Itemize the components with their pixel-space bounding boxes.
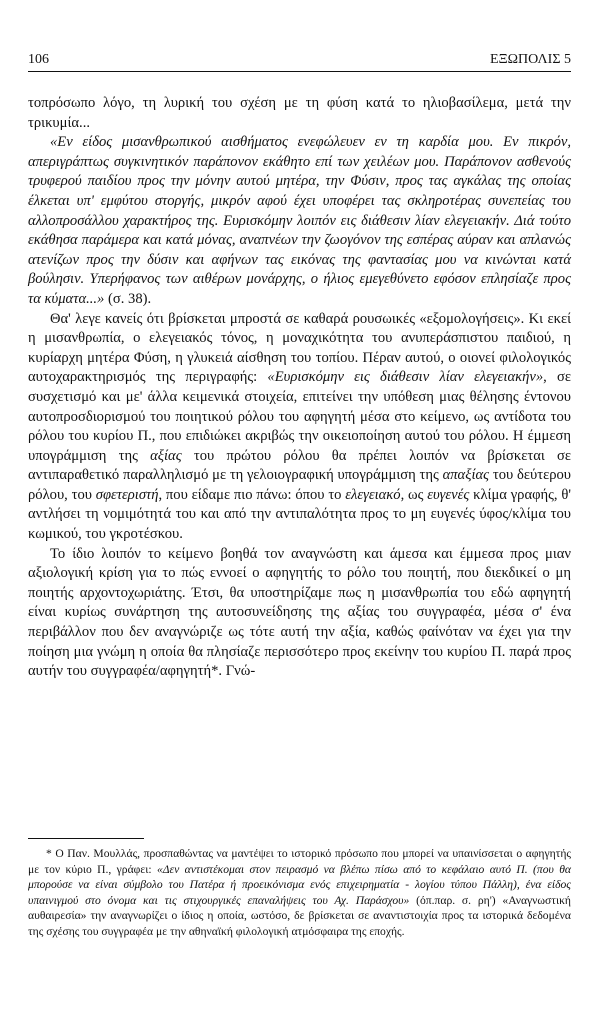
paragraph-evaluation: Το ίδιο λοιπόν το κείμενο βοηθά τον αναγνώστη και άμεσα και έμμεσα προς μιαν αξιολογική κρίση για το πώς εννοεί ο αφηγητής το ρόλο του ποιητή, που διεκδικεί ο μη ποιητής αρχοντοχωριάτης. Έτσι, θα υποστηρίζαμε πως η μισανθρωπία του εδώ αφηγητή είναι κυρίως συνάρτηση της αυτοσυνείδησης της αξίας του συγγραφέα, μέσα σ' ένα περιβάλλον που δεν αναγνώριζε ως τότε αυτή την αξία, καθώς φαίνόταν να έχει για την ποίηση μια γνώμη η οποία θα πλησίαζε περισσότερο προς εκείνην του κυρίου Π. παρά προς αυτήν του συγγραφέα/αφηγητή*. Γνώ- bbox=[28, 545, 571, 680]
text-run: , σε συσχετισμό και με' άλλα κειμενικά στοιχεία, επιτείνει την υπόθεση μιας θέλησης έντονου αυτοπροσδιορισμού του ποιητικού ρόλου του αφηγητή μέσα στο κείμενο, ως αντίδοτα του ρόλου του κυρίου Π., που επιδιώκει ακριβώς την οικειοποίηση αυτού του ρόλου. Η έμμεση υπογράμμιση της bbox=[28, 369, 571, 464]
quote-text: «Εν είδος μισανθρωπικού αισθήματος ενεφώλευεν εν τη καρδία μου. Εν πικρόν, απεριγράπτως συγκινητικόν παράπονον εκάθητο επί των χειλέων μου. Παράπονον ασθενούς τρυφερού παιδίου προς την μόνην αυτού μητέρα, την Φύσιν, προς τας αγκάλας της οποίας έλκεται υπ' εμφύτου στοργής, μικρόν αφού έχει υποφέρει τας σκληροτέρας συνεπείας του αλλοπροσάλλου χαρακτήρος της. Ευρισκόμην λοιπόν εις διάθεσιν λίαν ελεγειακήν. Διά τούτο εκάθησα παράμερα και κατά μόνας, αναπνέων την ζωογόνον της εσπέρας αύραν και απλανώς ατενίζων προς την δύσιν και αφήνων τας εικόνας της φαντασίας μου να κινώνται κατά βούλησιν. Υπερήφανος των αιθέρων μονάρχης, ο ήλιος εμεγεθύνετο εφόσον επλησίαζε προς τα κύματα...» bbox=[28, 134, 571, 307]
page-header bbox=[28, 52, 571, 72]
quote-reference: (σ. 38). bbox=[104, 290, 152, 307]
emphasis: ευγενές bbox=[427, 486, 470, 503]
emphasis: σφετεριστή bbox=[95, 486, 159, 503]
text-run: του δεύτερου ρόλου, του bbox=[28, 467, 572, 503]
paragraph-opening: τοπρόσωπο λόγο, τη λυρική του σχέση με τη φύση κατά το ηλιοβασίλεμα, μετά την τρικυμία... bbox=[28, 95, 571, 131]
footnote-paragraph bbox=[28, 846, 571, 940]
running-title: ΕΞΩΠΟΛΙΣ 5 bbox=[490, 52, 571, 67]
emphasis: ελεγειακό bbox=[345, 486, 401, 503]
paragraph-confessions bbox=[28, 310, 571, 545]
footnote-quote: «Δεν αντιστέκομαι στον πειρασμό να βλέπω πίσω από το κεφάλαιο αυτό Π. (που θα μπορούσε να είναι σύμβολο του Πατέρα ή προεικόνισμα ενός επιχειρηματία - λογίου τύπου Πάλλη), ένα είδος υπαινιγμού στο όνομα και τις στιχουργικές επαναλήψεις του Αχ. Παράσχου» bbox=[28, 862, 571, 907]
main-text bbox=[28, 94, 571, 682]
footnote-divider bbox=[28, 838, 144, 839]
block-quote bbox=[28, 133, 571, 309]
text-run: , ως bbox=[400, 486, 428, 503]
footnote bbox=[28, 846, 571, 940]
text-run: , που είδαμε πιο πάνω: όπου το bbox=[158, 486, 346, 503]
text-run: (όπ.παρ. σ. ρη') «Αναγνωστική αυθαιρεσία» την αναγνωρίζει ο ίδιος η οποία, ωστόσο, δε βρίσκεται σε αναντιστοιχία προς τα ιστορικά δεδομένα της σχέσης του συγγραφέα με την αθηναϊκή φιλολογική ατμόσφαιρα της εποχής. bbox=[28, 893, 571, 938]
text-run: κλίμα γραφής, θ' αντλήσει τη νομιμότητά του και από την αντιπαλότητα προς το μη ευγενές ύφος/κλίμα του κωμικού, του γκροτέσκου. bbox=[28, 486, 571, 543]
text-run: * Ο Παν. Μουλλάς, προσπαθώντας να μαντέψει το ιστορικό πρόσωπο που μπορεί να υπαινίσσεται ο αφηγητής με τον κύριο Π., γράφει: bbox=[28, 847, 571, 876]
emphasis: απαξίας bbox=[442, 467, 490, 484]
page-number: 106 bbox=[28, 52, 49, 67]
text-run: Θα' λεγε κανείς ότι βρίσκεται μπροστά σε καθαρά ρουσωικές «εξομολογήσεις». Κι εκεί η μισανθρωπία, ο ελεγειακός τόνος, η μοναχικότητα του ανυπεράσπιστου παιδιού, η κυρίαρχη μητέρα Φύση, η γλυκειά αίσθηση του τοπίου. Πέραν αυτού, ο οιονεί φιλολογικός αυτοχαρακτηρισμός της περιγραφής: bbox=[28, 310, 571, 386]
inline-quote: «Ευρισκόμην εις διάθεσιν λίαν ελεγειακήν» bbox=[267, 369, 544, 386]
text-run: του πρώτου ρόλου θα πρέπει λοιπόν να βρίσκεται σε αντιπαραθετικό παραλληλισμό με τη γελοιογραφική υπογράμμιση της bbox=[28, 447, 572, 484]
emphasis: αξίας bbox=[150, 447, 182, 464]
